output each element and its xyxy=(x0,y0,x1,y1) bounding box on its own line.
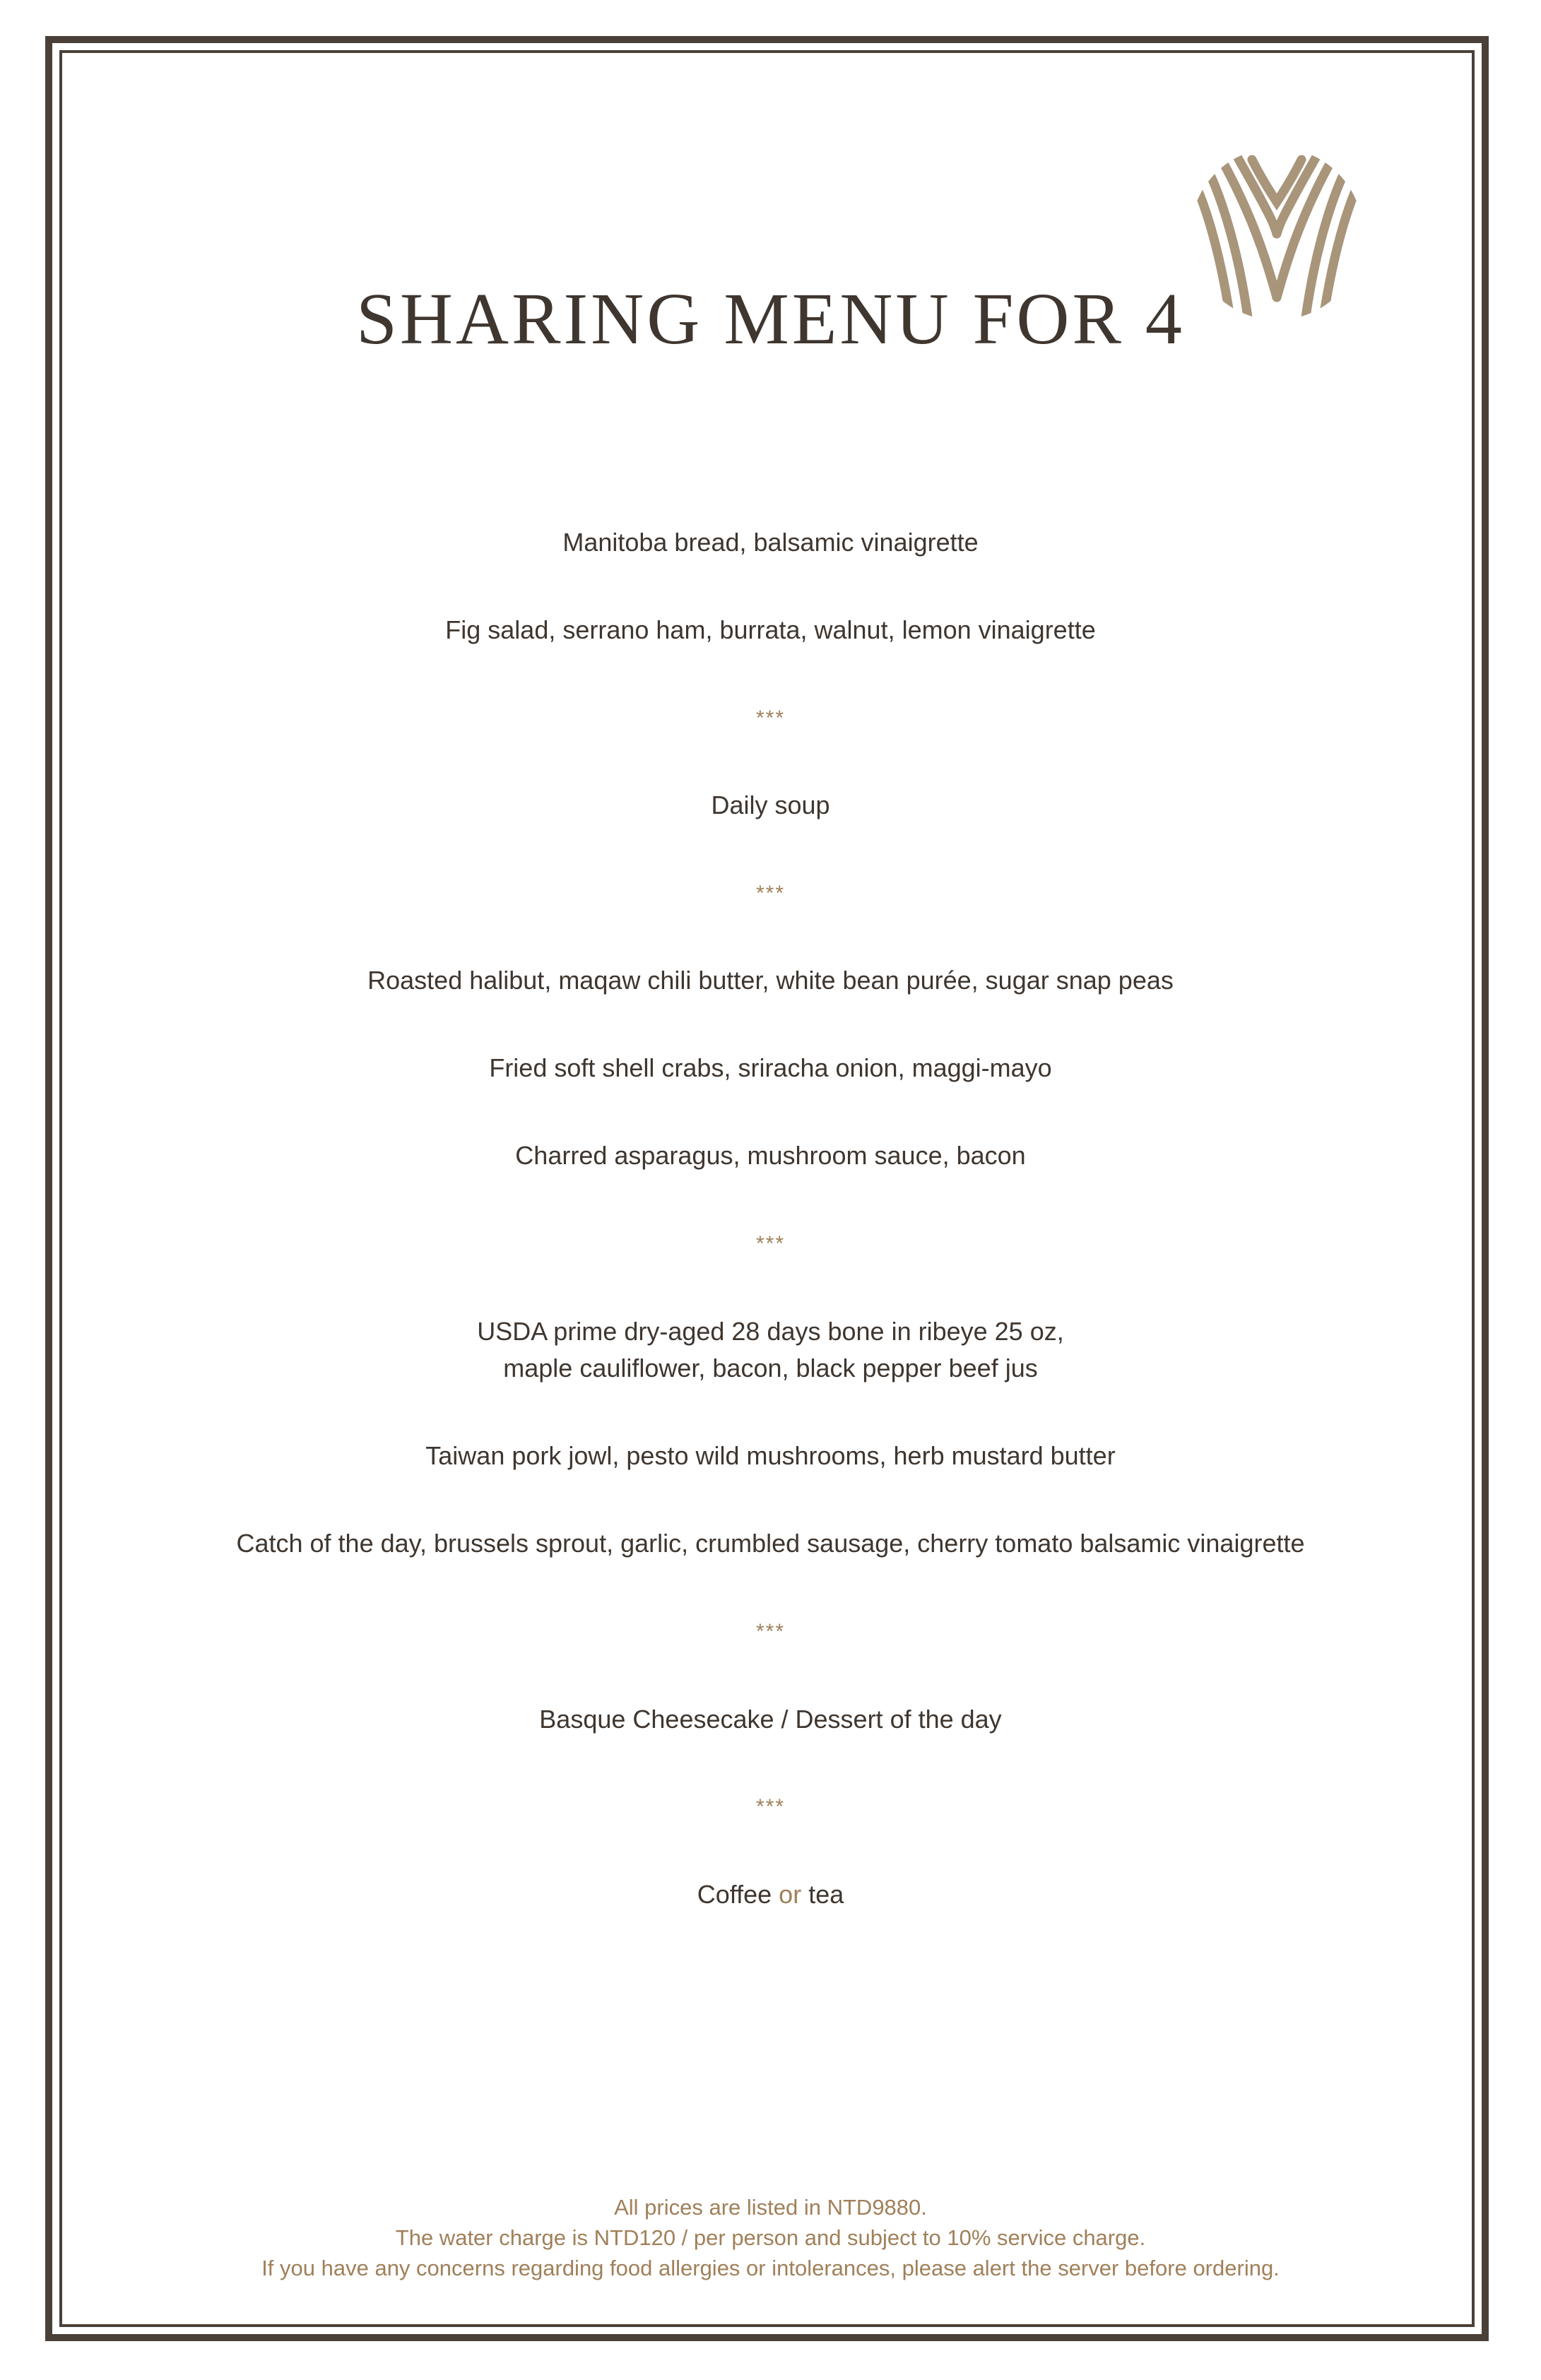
menu-item-daily-soup: Daily soup xyxy=(711,791,830,819)
course-separator: *** xyxy=(755,1620,786,1643)
footer-price-note: All prices are listed in NTD9880. xyxy=(614,2195,927,2220)
footer-notes xyxy=(0,2192,1541,2283)
coffee-label: Coffee xyxy=(697,1880,772,1909)
footer-water-charge-note: The water charge is NTD120 / per person and subject to 10% service charge. xyxy=(395,2225,1146,2250)
inner-border xyxy=(59,50,1475,2327)
menu-item-dessert: Basque Cheesecake / Dessert of the day xyxy=(539,1705,1002,1734)
footer-allergy-note: If you have any concerns regarding food allergies or intolerances, please alert the server before ordering. xyxy=(261,2256,1280,2280)
course-separator: *** xyxy=(755,706,786,730)
or-label: or xyxy=(779,1880,802,1909)
menu-item-soft-shell-crabs: Fried soft shell crabs, sriracha onion, maggi-mayo xyxy=(489,1053,1052,1082)
menu-item-halibut: Roasted halibut, maqaw chili butter, white bean purée, sugar snap peas xyxy=(367,966,1174,995)
menu-item-bread: Manitoba bread, balsamic vinaigrette xyxy=(562,528,979,557)
menu-item-ribeye-line1: USDA prime dry-aged 28 days bone in ribeye 25 oz, xyxy=(477,1317,1064,1346)
menu-item-asparagus: Charred asparagus, mushroom sauce, bacon xyxy=(515,1141,1026,1170)
menu-item-coffee-or-tea xyxy=(0,1876,1541,1913)
tea-label: tea xyxy=(808,1880,844,1909)
menu-item-catch-of-day: Catch of the day, brussels sprout, garlic, crumbled sausage, cherry tomato balsamic vinaigrette xyxy=(236,1529,1305,1558)
page-title: SHARING MENU FOR 4 xyxy=(356,278,1185,360)
menu-item-fig-salad: Fig salad, serrano ham, burrata, walnut, lemon vinaigrette xyxy=(445,615,1096,644)
course-separator: *** xyxy=(755,882,786,905)
course-separator: *** xyxy=(755,1795,786,1818)
course-separator: *** xyxy=(755,1232,786,1255)
menu-item-pork-jowl: Taiwan pork jowl, pesto wild mushrooms, herb mustard butter xyxy=(425,1441,1116,1470)
menu-item-ribeye-line2: maple cauliflower, bacon, black pepper beef jus xyxy=(503,1354,1038,1383)
